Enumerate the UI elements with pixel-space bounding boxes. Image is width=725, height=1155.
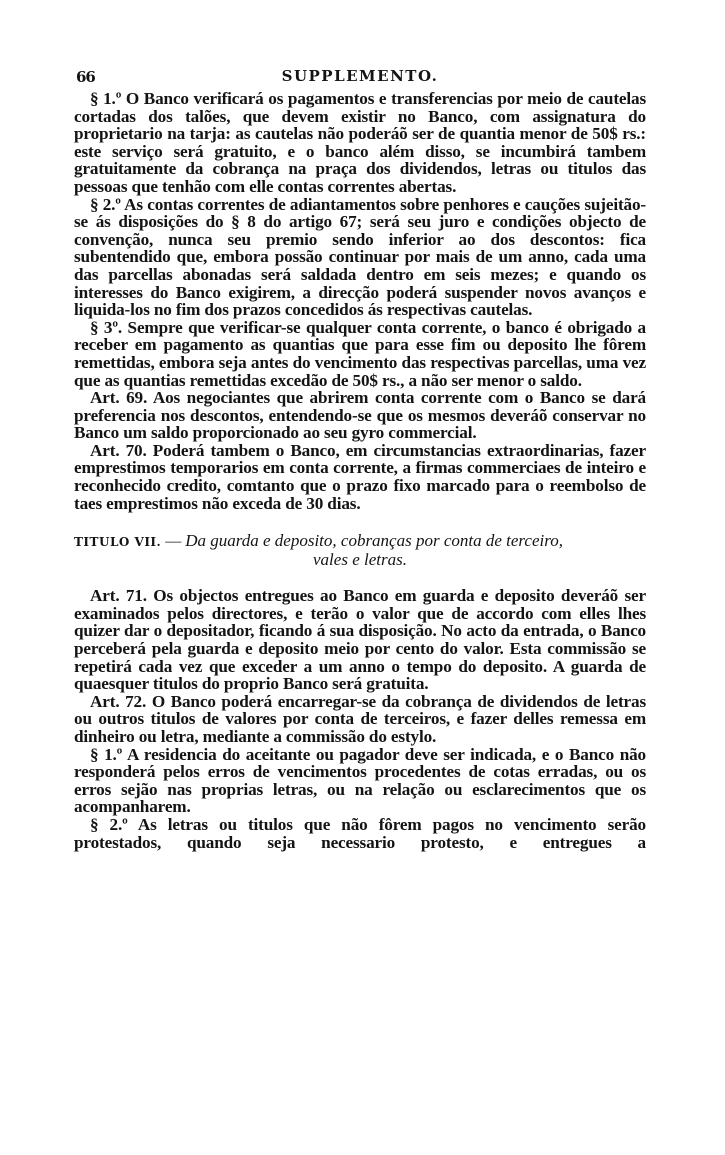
section-title-continuation: vales e letras. <box>313 550 407 570</box>
paragraph-text: Aos negociantes que abrirem conta corrente com o Banco se dará preferencia nos descontos, entendendo-se que os mesmos deveráõ conservar no Banco um saldo proporcionado ao seu gyro commercial. <box>74 388 646 443</box>
section-title-line <box>74 532 646 551</box>
paragraph-par-1 <box>74 90 646 196</box>
paragraph-text: As letras ou titulos que não fôrem pagos no vencimento serão protestados, quando seja necessario protesto, e entregues a <box>74 814 646 852</box>
paragraph-text: A residencia do aceitante ou pagador deve ser indicada, e o Banco não responderá pelos erros de vencimentos procedentes de cotas erradas, ou os erros sejão nas proprias letras, ou na relação ou esclarecimentos que os acompanharem. <box>74 744 646 817</box>
section-title <box>74 532 646 569</box>
paragraph-label: § 2.º <box>90 194 121 214</box>
paragraph-text: Poderá tambem o Banco, em circumstancias extraordinarias, fazer emprestimos temporarios em conta corrente, a firmas commerciaes de inteiro e reconhecido credito, comtanto que o prazo fixo marcado para o reembolso de taes emprestimos não exceda de 30 dias. <box>74 440 646 513</box>
page-number: 66 <box>76 68 95 86</box>
paragraph-text: Sempre que verificar-se qualquer conta corrente, o banco é obrigado a receber em pagamento as quantias que para esse fim ou deposito lhe fôrem remettidas, embora seja antes do vencimento das respectivas parcellas, uma vez que as quantias remettidas excedão de 50$ rs., a não ser menor o saldo. <box>74 317 646 390</box>
running-head <box>74 64 646 90</box>
paragraph-label: Art. 72. <box>90 691 147 711</box>
paragraph-label: § 1.º <box>90 744 123 764</box>
paragraph-art-72-par-2 <box>74 816 646 851</box>
section-title-text: Da guarda e deposito, cobranças por conta de terceiro, <box>185 531 563 551</box>
paragraph-label: § 2.º <box>90 814 128 834</box>
paragraph-par-2 <box>74 196 646 319</box>
section-title-dash: — <box>161 533 186 551</box>
section-title-label: TITULO VII. <box>74 535 162 550</box>
paragraph-label: Art. 71. <box>90 586 147 606</box>
paragraph-art-72-par-1 <box>74 746 646 816</box>
paragraph-label: § 1.º <box>90 89 122 108</box>
paragraph-text: O Banco poderá encarregar-se da cobrança de dividendos de letras ou outros titulos de valores por conta de terceiros, e fazer delles remessa em dinheiro ou letra, mediante a commissão do estylo. <box>74 691 646 746</box>
paragraph-text: O Banco verificará os pagamentos e transferencias por meio de cautelas cortadas dos talões, que devem existir no Banco, com assignatura do proprietario na tarja: as cautelas não poderáõ ser de quantia menor de 50$ rs.: este serviço será gratuito, e o banco além disso, se incumbirá tambem gratuitamente da cobrança na praça dos dividendos, letras ou titulos das pessoas que tenhão com elle contas correntes abertas. <box>74 89 646 196</box>
paragraph-par-3 <box>74 319 646 389</box>
running-title: SUPPLEMENTO. <box>281 67 439 85</box>
paragraph-label: § 3º. <box>90 317 123 337</box>
paragraph-art-71 <box>74 587 646 693</box>
paragraph-text: As contas correntes de adiantamentos sobre penhores e cauções sujeitão-se ás disposições do § 8 do artigo 67; será seu juro e condições objecto de convenção, nunca seu premio sendo inferior ao dos descontos: fica subentendido que, embora possão continuar por mais de um anno, cada uma das parcellas abonadas será saldada dentro em seis mezes; e quando os interesses do Banco exigirem, a direcção poderá suspender novos avanços e liquida-los no fim dos prazos concedidos ás respectivas cautelas. <box>74 194 646 320</box>
paragraph-art-70 <box>74 442 646 512</box>
paragraph-label: Art. 69. <box>90 388 148 408</box>
paragraph-label: Art. 70. <box>90 440 147 460</box>
document-page <box>74 64 646 851</box>
paragraph-art-69 <box>74 389 646 442</box>
paragraph-art-72 <box>74 693 646 746</box>
paragraph-text: Os objectos entregues ao Banco em guarda e deposito deveráõ ser examinados pelos directores, e terão o valor que de accordo com elles lhes quizer dar o depositador, ficando á sua disposição. No acto da entrada, o Banco perceberá pela guarda e deposito meio por cento do valor. Esta commissão se repetirá cada vez que exceder a um anno o tempo do deposito. A guarda de quaesquer titulos do proprio Banco será gratuita. <box>74 586 646 694</box>
